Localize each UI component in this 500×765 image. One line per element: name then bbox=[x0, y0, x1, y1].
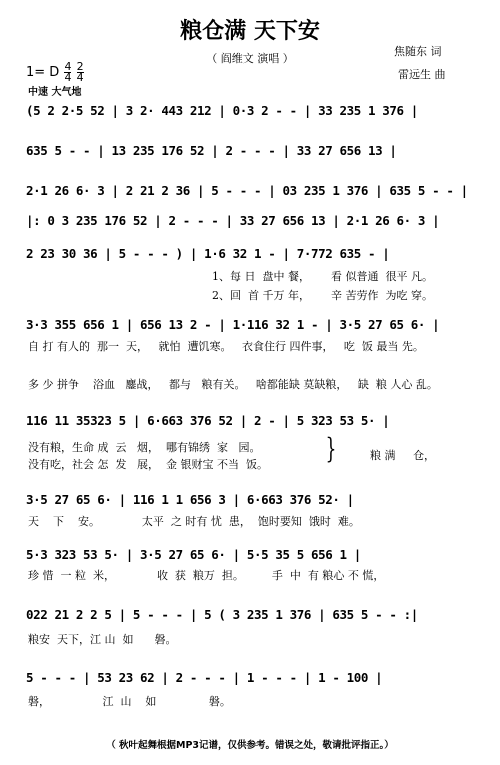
key-label: 1= D bbox=[26, 65, 60, 80]
performer-line: （ 阎维文 演唱 ） bbox=[206, 52, 294, 65]
notation-line: 2·1 26 6· 3 | 2 21 2 36 | 5 - - - | 03 235 1 376 | 635 5 - - | bbox=[26, 183, 468, 198]
time-signature-2: $\frac{2}{4}$ bbox=[76, 60, 84, 84]
lyric-line: 没有粮，生命 成 云 烟， 哪有锦绣 家 园。 bbox=[28, 441, 261, 454]
lyric-line: 2、回 首 千万 年， 辛 苦劳作 为吃 穿。 bbox=[212, 289, 433, 302]
lyric-line: 珍 惜 一 粒 米， 收 获 粮万 担。 手 中 有 粮心 不 慌， bbox=[28, 569, 385, 582]
lyricist-credit: 焦随东 词 bbox=[394, 45, 442, 58]
lyric-line: 磐， 江 山 如 磐。 bbox=[28, 695, 231, 708]
notation-line: 2 23 30 36 | 5 - - - ) | 1·6 32 1 - | 7·772 635 - | bbox=[26, 246, 390, 261]
lyric-line: 1、每 日 盘中 餐， 看 似普通 很平 凡。 bbox=[212, 270, 433, 283]
tempo-marking: 中速 大气地 bbox=[28, 87, 82, 98]
lyric-line: 粮 满 仓， bbox=[370, 449, 435, 462]
notation-line: 3·3 355 656 1 | 656 13 2 - | 1·116 32 1 - | 3·5 27 65 6· | bbox=[26, 317, 440, 332]
lyric-line: 自 打 有人的 那一 天， 就怕 遭饥寒。 衣食住行 四件事， 吃 饭 最当 先。 bbox=[28, 340, 424, 353]
time-signature-1: $\frac{4}{4}$ bbox=[64, 60, 72, 84]
notation-line: 3·5 27 65 6· | 116 1 1 656 3 | 6·663 376 52· | bbox=[26, 492, 354, 507]
lyric-line: 多 少 拼争 浴血 鏖战， 都与 粮有关。 啥都能缺 莫缺粮， 缺 粮 人心 乱。 bbox=[28, 378, 438, 391]
verse-brace: } bbox=[325, 432, 337, 465]
footer-note: （ 秋叶起舞根据MP3记谱，仅供参考。错误之处，敬请批评指正。） bbox=[106, 740, 394, 751]
lyric-line: 粮安 天下，江 山 如 磐。 bbox=[28, 633, 177, 646]
lyric-line: 没有吃，社会 怎 发 展， 金 银财宝 不当 饭。 bbox=[28, 458, 268, 471]
notation-line: 5·3 323 53 5· | 3·5 27 65 6· | 5·5 35 5 656 1 | bbox=[26, 547, 361, 562]
composer-credit: 雷远生 曲 bbox=[398, 68, 446, 81]
notation-line: |: 0 3 235 176 52 | 2 - - - | 33 27 656 13 | 2·1 26 6· 3 | bbox=[26, 213, 440, 228]
notation-line: (5 2 2·5 52 | 3 2· 443 212 | 0·3 2 - - | 33 235 1 376 | bbox=[26, 103, 418, 118]
page-title: 粮仓满 天下安 bbox=[180, 18, 320, 44]
notation-line: 635 5 - - | 13 235 176 52 | 2 - - - | 33 27 656 13 | bbox=[26, 143, 397, 158]
notation-line: 5 - - - | 53 23 62 | 2 - - - | 1 - - - | 1 - 100 | bbox=[26, 670, 383, 685]
notation-line: 022 21 2 2 5 | 5 - - - | 5 ( 3 235 1 376 | 635 5 - - :| bbox=[26, 607, 418, 622]
lyric-line: 天 下 安。 太平 之 时有 忧 患， 饱时要知 饿时 难。 bbox=[28, 515, 360, 528]
key-signature bbox=[26, 62, 84, 83]
notation-line: 116 11 35323 5 | 6·663 376 52 | 2 - | 5 323 53 5· | bbox=[26, 413, 390, 428]
